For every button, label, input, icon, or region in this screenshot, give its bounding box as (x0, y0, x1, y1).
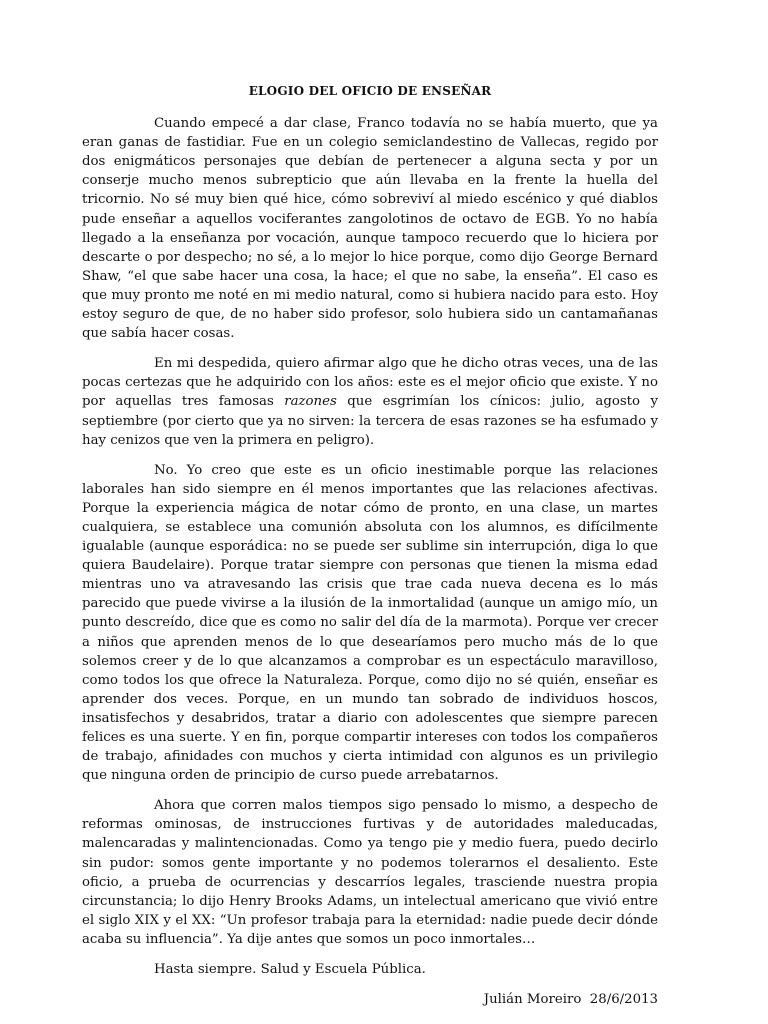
paragraph-1: Cuando empecé a dar clase, Franco todavía no se había muerto, que ya eran ganas de fastidiar. Fue en un colegio semiclandestino de Vallecas, regido por dos enigmáticos personajes que debían de pertenecer a alguna secta y por un conserje mucho menos subrepticio que aún llevaba en la frente la huella del tricornio. No sé muy bien qué hice, cómo sobreviví al miedo escénico y qué diablos pude enseñar a aquellos vociferantes zangolotinos de octavo de EGB. Yo no había llegado a la enseñanza por vocación, aunque tampoco recuerdo que lo hiciera por descarte o por despecho; no sé, a lo mejor lo hice porque, como dijo George Bernard Shaw, “el que sabe hacer una cosa, la hace; el que no sabe, la enseña”. El caso es que muy pronto me noté en mi medio natural, como si hubiera nacido para esto. Hoy estoy seguro de que, de no haber sido profesor, solo hubiera sido un cantamañanas que sabía hacer cosas. (82, 116, 658, 342)
paragraph-2-text-b: que esgrimían los cínicos: julio, agosto y septiembre (por cierto que ya no sirven: la tercera de esas razones se ha esfumado y hay cenizos que ven la primera en peligro). (82, 394, 658, 448)
paragraph-2-text-a: En mi despedida, quiero afirmar algo que he dicho otras veces, una de las pocas certezas que he adquirido con los años: este es el mejor oficio que existe. Y no por aquellas tres famosas (82, 356, 658, 410)
document-page (82, 82, 658, 1009)
paragraph-2 (82, 354, 658, 449)
signature-line: Julián Moreiro 28/6/2013 (483, 992, 658, 1008)
paragraph-4: Ahora que corren malos tiempos sigo pensado lo mismo, a despecho de reformas ominosas, de instrucciones furtivas y de autoridades maleducadas, malencaradas y malintencionadas. Como ya tengo pie y medio fuera, puedo decirlo sin pudor: somos gente importante y no podemos tolerarnos el desaliento. Este oficio, a prueba de ocurrencias y descarríos legales, trasciende nuestra propia circunstancia; lo dijo Henry Brooks Adams, un intelectual americano que vivió entre el siglo XIX y el XX: “Un profesor trabaja para la eternidad: nadie puede decir dónde acaba su influencia”. Ya dije antes que somos un poco inmortales… (82, 798, 658, 947)
paragraph-2-italic-word: razones (284, 394, 337, 410)
document-title: ELOGIO DEL OFICIO DE ENSEÑAR (248, 84, 492, 98)
paragraph-5: Hasta siempre. Salud y Escuela Pública. (154, 962, 426, 978)
paragraph-3: No. Yo creo que este es un oficio inestimable porque las relaciones laborales han sido siempre en él menos importantes que las relaciones afectivas. Porque la experiencia mágica de notar cómo de pronto, en una clase, un martes cualquiera, se establece una comunión absoluta con los alumnos, es difícilmente igualable (aunque esporádica: no se puede ser sublime sin interrupción, diga lo que quiera Baudelaire). Porque tratar siempre con personas que tienen la misma edad mientras uno va atravesando las crisis que trae cada nueva decena es lo más parecido que puede vivirse a la ilusión de la inmortalidad (aunque un amigo mío, un punto descreído, dice que es como no salir del día de la marmota). Porque ver crecer a niños que aprenden menos de lo que desearíamos pero mucho más de lo que solemos creer y de lo que alcanzamos a comprobar es un espectáculo maravilloso, como todos los que ofrece la Naturaleza. Porque, como dijo no sé quién, enseñar es aprender dos veces. Porque, en un mundo tan sobrado de individuos hoscos, insatisfechos y desabridos, tratar a diario con adolescentes que siempre parecen felices es una suerte. Y en fin, porque compartir intereses con todos los compañeros de trabajo, afinidades con muchos y cierta intimidad con algunos es un privilegio que ninguna orden de principio de curso puede arrebatarnos. (82, 462, 658, 784)
